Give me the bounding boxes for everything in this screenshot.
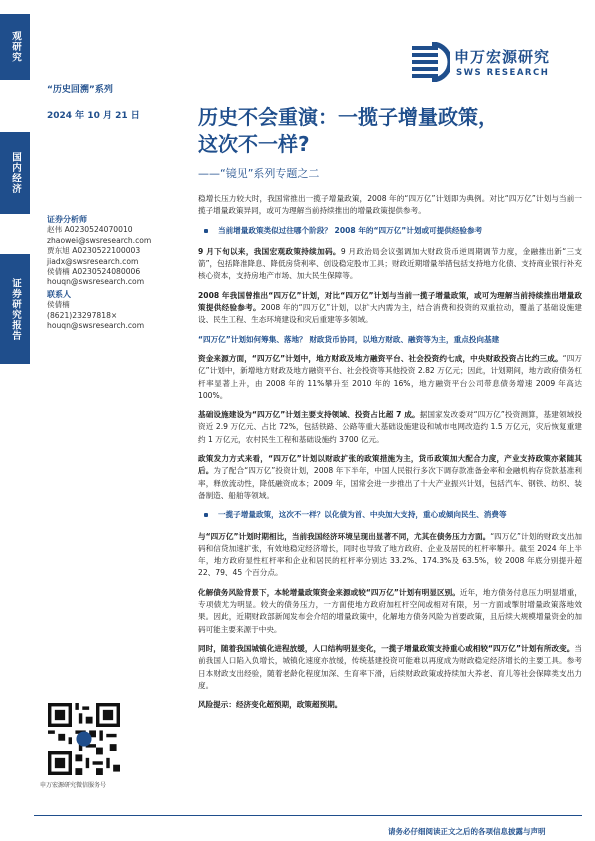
- side-tab-report-type: 证券研究报告: [0, 254, 30, 364]
- contact-label: 联系人: [47, 289, 71, 299]
- logo-mark-icon: [410, 42, 450, 82]
- contact-phone: (8621)23297818×: [47, 310, 118, 320]
- analyst-email[interactable]: zhaowei@swsresearch.com: [47, 235, 152, 245]
- bullet-icon: [204, 513, 208, 517]
- series-name: “历史回溯”系列: [47, 85, 113, 95]
- section-heading: “四万亿”计划如何筹集、落地？ 财政货币协同，以地方财政、融资等为主，重点投向基建: [198, 334, 500, 344]
- body-paragraph: 2008 年我国曾推出“四万亿”计划，对比“四万亿”计划与当前一揽子增量政策，或可为理解当前持续推出增量政策提供经验参考。2008 年的“四万亿”计划，以扩大内需为主，结合消费和投资的双重拉动，覆盖了基础设施建设、民生工程、生态环境建设和灾后重建等多领域。: [198, 290, 582, 325]
- contact-email[interactable]: houqn@swsresearch.com: [47, 321, 145, 331]
- contact-name: 侯倩楠: [47, 300, 70, 310]
- title-block: [198, 104, 578, 181]
- key-point-text: 一揽子增量政策，这次不一样？以化债为首、中央加大支持，重心或倾向民生、消费等: [218, 510, 507, 520]
- report-date: 2024 年 10 月 21 日: [47, 111, 140, 121]
- body-paragraph: 化解债务风险背景下，本轮增量政策资金来源或较“四万亿”计划有明显区别。近年，地方债务付息压力明显增重，专项债尤为明显。较大的债务压力，一方面使地方政府加杠杆空间或相对有限，另一方面或掣肘增量政策落地效果。因此，近期财政部新闻发布会介绍的增量政策中，化解地方债务风险为首要政策，且后续大规模增量资金的加码可能主要来源于中央。: [198, 587, 582, 634]
- logo-chinese-name: 申万宏源研究: [454, 48, 551, 66]
- analyst-email[interactable]: jiadx@swsresearch.com: [47, 256, 139, 266]
- report-subtitle: ——“镜见”系列专题之二: [198, 167, 320, 180]
- risk-warning: 风险提示：经济变化超预期，政策超预期。: [198, 700, 343, 710]
- key-point-1: [198, 225, 582, 237]
- key-point-text: 当前增量政策类似过往哪个阶段？ 2008 年的“四万亿”计划或可提供经验参考: [218, 225, 483, 235]
- side-tab-domestic-economy: 国内经济: [0, 132, 30, 214]
- qr-caption: 申万宏源研究微信服务号: [40, 782, 107, 789]
- body-paragraph: 与“四万亿”计划时期相比，当前我国经济环境呈现出显著不同，尤其在债务压力方面。“四万亿”计划的财政支出加码和信贷加速扩张，有效地稳定经济增长，同时也导致了地方政府、企业及居民的杠杆率攀升。截至 2024 年上半年，地方政府显性杠杆率和企业和居民的杠杆率分别达 33.2%、174.3%及 63.5%，较 2008 年底分别提升超 22、79、45 个百分点。: [198, 531, 582, 578]
- footer-disclaimer-link[interactable]: 请务必仔细阅读正文之后的各项信息披露与声明: [388, 827, 546, 836]
- body-paragraph: 基础设施建设为“四万亿”计划主要支持领域、投资占比超 7 成。据国家发改委对“四万亿”投资测算，基建领域投资近 2.9 万亿元、占比 72%，包括铁路、公路等重大基础设施建设和城市电网改造约 1.5 万亿元，灾后恢复重建约 1 万亿元，农村民生工程和基础设施约 3700 亿元。: [198, 410, 582, 444]
- body-paragraph: 9 月下旬以来，我国宏观政策持续加码。9 月政治局会议强调加大财政货币逆周期调节力度，金融推出新“三支箭”，包括降准降息、降低房贷利率、创设稳定股市工具；财政近期增量举措包括支持地方化债、支持商业银行补充核心资本，支持房地产市场、加大民生保障等。: [198, 246, 582, 281]
- analysts-label: 证券分析师: [47, 215, 87, 224]
- body-paragraph: 同时，随着我国城镇化进程放缓，人口结构明显变化，一揽子增量政策支持重心或相较“四万亿”计划有所改变。当前我国人口陷入负增长，城镇化速度亦放缓，传统基建投资可能难以再度成为财政稳定经济增长的主要工具。参考日本财政支出经验，随着老龄化程度加深、生育率下滑，后续财政政策或持续加大养老、育儿等社会保障类支出力度。: [198, 643, 582, 690]
- bullet-icon: [204, 229, 208, 233]
- analyst-email[interactable]: houqn@swsresearch.com: [47, 277, 145, 287]
- report-title-line-2: 这次不一样?: [198, 132, 310, 156]
- intro-paragraph: 稳增长压力较大时，我国常推出一揽子增量政策，2008 年的“四万亿”计划即为典例。对比“四万亿”计划与当前一揽子增量政策异同，或可为理解当前持续推出的增量政策提供参考。: [198, 194, 582, 216]
- key-point-3: [198, 509, 582, 521]
- body-paragraph: 资金来源方面，“四万亿”计划中，地方财政及地方融资平台、社会投资约七成，中央财政投资占比约三成。“四万亿”计划中，新增地方财政及地方融资平台、社会投资等其他投资 2.82 万亿元；因此，计划期间，地方政府债务杠杆率显著上升，由 2008 年的 11%攀升至 2010 年的 16%，地方融资平台公司带息债务增速 2009 年高达 100%。: [198, 353, 583, 400]
- analyst-info: [47, 215, 187, 331]
- analyst-line: 赵伟 A0230524070010: [47, 225, 133, 235]
- side-tab-category: 观研究: [0, 14, 30, 80]
- report-body: [198, 193, 582, 718]
- report-title-line-1: 历史不会重演：一揽子增量政策，: [198, 105, 498, 129]
- footer-rule: [34, 815, 582, 816]
- analyst-line: 侯倩楠 A0230524080006: [47, 267, 141, 277]
- logo-english-name: SWS RESEARCH: [456, 68, 550, 78]
- analyst-line: 贾东旭 A0230522100003: [47, 246, 141, 256]
- company-logo: [410, 38, 580, 90]
- body-paragraph: 政策发力方式来看，“四万亿”计划以财政扩张的政策措施为主，货币政策加大配合力度，产业支持政策亦紧随其后。为了配合“四万亿”投资计划，2008 年下半年，中国人民银行多次下调存款准备金率和金融机构存贷款基准利率，释放流动性，降低融资成本；2009 年，国常会进一步推出了十大产业振兴计划，包括汽车、钢铁、纺织、装备制造、船舶等领域。: [198, 454, 582, 500]
- qr-code-icon: [48, 703, 120, 775]
- side-strip: [0, 0, 34, 841]
